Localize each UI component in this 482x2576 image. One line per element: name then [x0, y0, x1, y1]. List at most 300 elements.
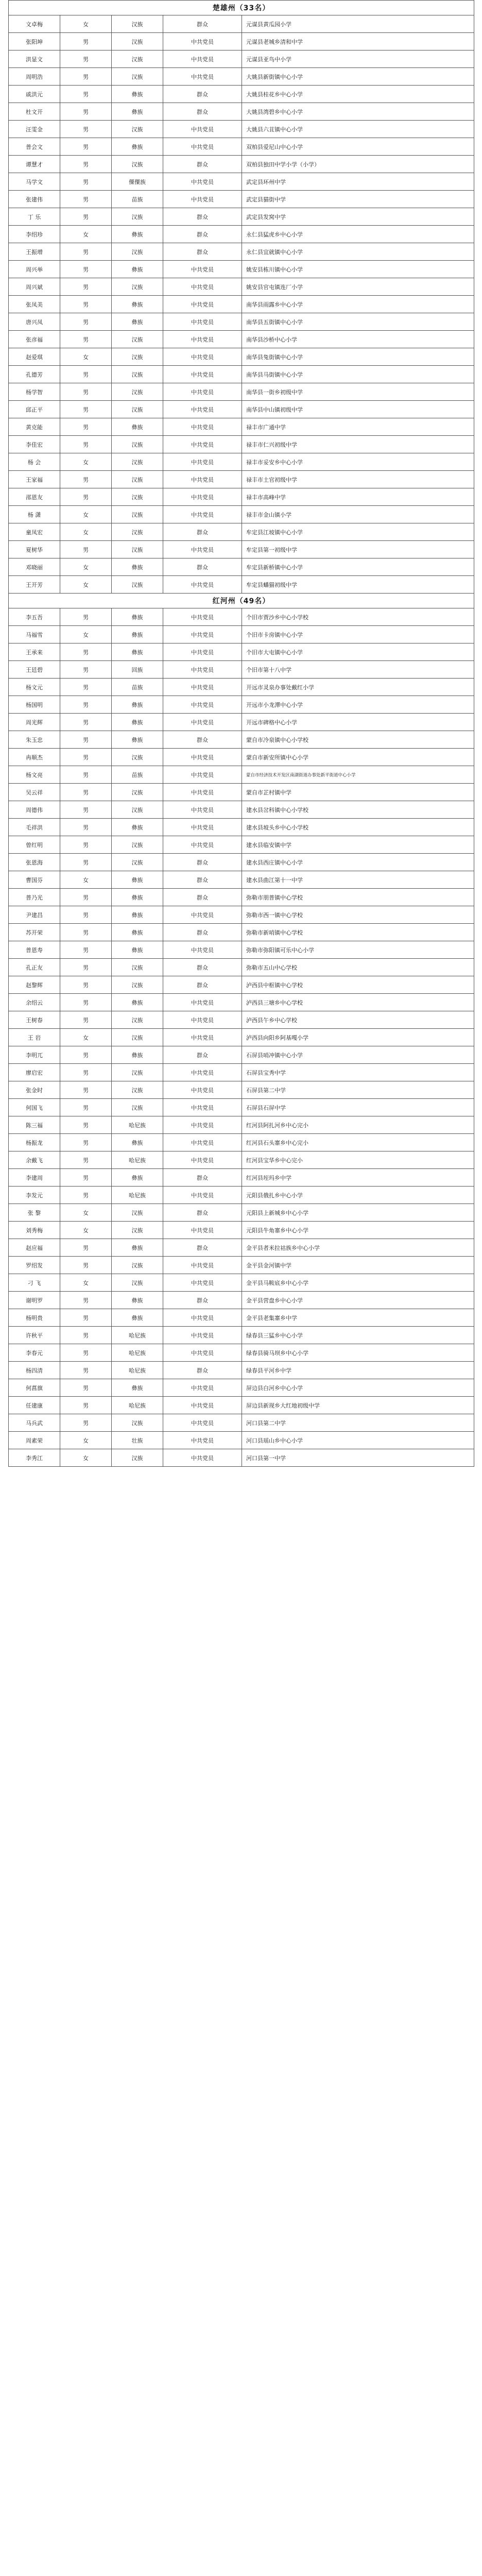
ethnicity-cell: 汉族 [112, 1064, 163, 1081]
ethnicity-cell: 汉族 [112, 576, 163, 594]
teacher-name-cell: 杨 会 [9, 453, 60, 471]
section-header [9, 594, 474, 608]
table-row [9, 488, 474, 506]
ethnicity-cell: 汉族 [112, 1081, 163, 1099]
teacher-name-cell: 杨国明 [9, 696, 60, 714]
ethnicity-cell: 汉族 [112, 488, 163, 506]
political-status-cell: 中共党员 [163, 68, 242, 86]
political-status-cell: 群众 [163, 1204, 242, 1222]
political-status-cell: 群众 [163, 871, 242, 889]
teacher-name-cell: 王树春 [9, 1011, 60, 1029]
political-status-cell: 中共党员 [163, 506, 242, 523]
table-row [9, 889, 474, 906]
gender-cell: 女 [60, 523, 112, 541]
table-row [9, 749, 474, 766]
teacher-name-cell: 周德伟 [9, 801, 60, 819]
school-cell: 弥勒市新哨镇中心学校 [242, 924, 474, 941]
school-cell: 大姚县桂花乡中心小学 [242, 86, 474, 103]
political-status-cell: 中共党员 [163, 1327, 242, 1344]
gender-cell: 男 [60, 50, 112, 68]
political-status-cell: 群众 [163, 924, 242, 941]
table-row [9, 541, 474, 558]
ethnicity-cell: 哈尼族 [112, 1327, 163, 1344]
teacher-name-cell: 王开芳 [9, 576, 60, 594]
ethnicity-cell: 汉族 [112, 801, 163, 819]
table-row [9, 471, 474, 488]
teacher-name-cell: 余绍云 [9, 994, 60, 1011]
gender-cell: 男 [60, 1064, 112, 1081]
teacher-name-cell: 周素荣 [9, 1432, 60, 1449]
school-cell: 双柏县独田中学小学（小学） [242, 156, 474, 173]
gender-cell: 男 [60, 994, 112, 1011]
section-header [9, 1, 474, 15]
school-cell: 开远市碑格中心小学 [242, 714, 474, 731]
school-cell: 金平县者米拉祜族乡中心小学 [242, 1239, 474, 1257]
ethnicity-cell: 汉族 [112, 959, 163, 976]
table-row [9, 1239, 474, 1257]
ethnicity-cell: 彝族 [112, 1292, 163, 1309]
school-cell: 南华县中山镇初级中学 [242, 401, 474, 418]
ethnicity-cell: 汉族 [112, 50, 163, 68]
teacher-name-cell: 李五吾 [9, 608, 60, 626]
gender-cell: 女 [60, 1204, 112, 1222]
political-status-cell: 群众 [163, 156, 242, 173]
school-cell: 红河县垤玛乡中学 [242, 1169, 474, 1187]
teacher-name-cell: 李佳宏 [9, 436, 60, 453]
ethnicity-cell: 彝族 [112, 103, 163, 121]
teacher-name-cell: 任建康 [9, 1397, 60, 1414]
teacher-name-cell: 赵黎辉 [9, 976, 60, 994]
school-cell: 弥勒市弥阳镇可乐中心小学 [242, 941, 474, 959]
table-row [9, 348, 474, 366]
political-status-cell: 中共党员 [163, 1414, 242, 1432]
table-row [9, 1081, 474, 1099]
gender-cell: 男 [60, 1169, 112, 1187]
table-row [9, 296, 474, 313]
ethnicity-cell: 壮族 [112, 1432, 163, 1449]
table-row [9, 366, 474, 383]
gender-cell: 男 [60, 1239, 112, 1257]
table-row [9, 1134, 474, 1151]
gender-cell: 男 [60, 68, 112, 86]
teacher-name-cell: 张阳坤 [9, 33, 60, 50]
political-status-cell: 中共党员 [163, 1134, 242, 1151]
school-cell: 元阳县牛角寨乡中心小学 [242, 1222, 474, 1239]
political-status-cell: 中共党员 [163, 1116, 242, 1134]
gender-cell: 男 [60, 749, 112, 766]
gender-cell: 男 [60, 731, 112, 749]
school-cell: 禄丰市高峰中学 [242, 488, 474, 506]
ethnicity-cell: 汉族 [112, 121, 163, 138]
gender-cell: 女 [60, 348, 112, 366]
teacher-name-cell: 杨文元 [9, 679, 60, 696]
ethnicity-cell: 汉族 [112, 976, 163, 994]
political-status-cell: 中共党员 [163, 819, 242, 836]
table-row [9, 68, 474, 86]
ethnicity-cell: 彝族 [112, 418, 163, 436]
table-row [9, 1204, 474, 1222]
political-status-cell: 群众 [163, 243, 242, 261]
gender-cell: 男 [60, 1046, 112, 1064]
gender-cell: 男 [60, 401, 112, 418]
school-cell: 南华县一街乡初级中学 [242, 383, 474, 401]
teacher-name-cell: 普乃光 [9, 889, 60, 906]
teacher-name-cell: 周兴斌 [9, 278, 60, 296]
gender-cell: 男 [60, 889, 112, 906]
table-row [9, 243, 474, 261]
table-row [9, 679, 474, 696]
school-cell: 金平县老集寨乡中学 [242, 1309, 474, 1327]
table-row [9, 1011, 474, 1029]
school-cell: 建水县坡头乡中心小学校 [242, 819, 474, 836]
table-row [9, 854, 474, 871]
school-cell: 禄丰市金山镇小学 [242, 506, 474, 523]
school-cell: 元阳县上新城乡中心小学 [242, 1204, 474, 1222]
political-status-cell: 中共党员 [163, 366, 242, 383]
school-cell: 红河县石头寨乡中心完小 [242, 1134, 474, 1151]
gender-cell: 男 [60, 1134, 112, 1151]
political-status-cell: 中共党员 [163, 453, 242, 471]
ethnicity-cell: 汉族 [112, 1274, 163, 1292]
ethnicity-cell: 苗族 [112, 191, 163, 208]
ethnicity-cell: 彝族 [112, 1169, 163, 1187]
teacher-name-cell: 李明兀 [9, 1046, 60, 1064]
table-row [9, 941, 474, 959]
ethnicity-cell: 汉族 [112, 1222, 163, 1239]
school-cell: 永仁县宜就镇中心小学 [242, 243, 474, 261]
table-row [9, 383, 474, 401]
school-cell: 红河县阿扎河乡中心完小 [242, 1116, 474, 1134]
school-cell: 牟定县新桥镇中心小学 [242, 558, 474, 576]
political-status-cell: 中共党员 [163, 1151, 242, 1169]
ethnicity-cell: 彝族 [112, 696, 163, 714]
political-status-cell: 中共党员 [163, 1081, 242, 1099]
political-status-cell: 群众 [163, 523, 242, 541]
school-cell: 金平县营盘乡中心小学 [242, 1292, 474, 1309]
teacher-name-cell: 张金时 [9, 1081, 60, 1099]
gender-cell: 男 [60, 138, 112, 156]
teacher-name-cell: 唐兴凤 [9, 313, 60, 331]
gender-cell: 女 [60, 871, 112, 889]
school-cell: 个旧市第十八中学 [242, 661, 474, 679]
gender-cell: 男 [60, 121, 112, 138]
teacher-name-cell: 余戴飞 [9, 1151, 60, 1169]
table-row [9, 436, 474, 453]
table-row [9, 994, 474, 1011]
gender-cell: 男 [60, 801, 112, 819]
gender-cell: 男 [60, 819, 112, 836]
teacher-name-cell: 张建伟 [9, 191, 60, 208]
ethnicity-cell: 汉族 [112, 348, 163, 366]
teacher-name-cell: 普会文 [9, 138, 60, 156]
gender-cell: 男 [60, 1099, 112, 1116]
gender-cell: 男 [60, 208, 112, 226]
table-row [9, 801, 474, 819]
ethnicity-cell: 汉族 [112, 1257, 163, 1274]
political-status-cell: 中共党员 [163, 50, 242, 68]
teacher-name-cell: 邵恩友 [9, 488, 60, 506]
political-status-cell: 中共党员 [163, 33, 242, 50]
political-status-cell: 中共党员 [163, 1099, 242, 1116]
ethnicity-cell: 汉族 [112, 749, 163, 766]
gender-cell: 女 [60, 576, 112, 594]
teacher-name-cell: 王振增 [9, 243, 60, 261]
gender-cell: 男 [60, 1327, 112, 1344]
table-row [9, 731, 474, 749]
school-cell: 开远市小龙潭中心小学 [242, 696, 474, 714]
table-row [9, 836, 474, 854]
gender-cell: 男 [60, 924, 112, 941]
school-cell: 绿春县骑马坝乡中心小学 [242, 1344, 474, 1362]
gender-cell: 男 [60, 714, 112, 731]
teacher-name-cell: 邱正平 [9, 401, 60, 418]
teacher-name-cell: 黄克能 [9, 418, 60, 436]
school-cell: 石屏县宝秀中学 [242, 1064, 474, 1081]
political-status-cell: 群众 [163, 1046, 242, 1064]
table-row [9, 1309, 474, 1327]
ethnicity-cell: 彝族 [112, 819, 163, 836]
school-cell: 禄丰市土官初级中学 [242, 471, 474, 488]
school-cell: 开远市灵泉办事处戴红小学 [242, 679, 474, 696]
ethnicity-cell: 汉族 [112, 1099, 163, 1116]
table-row [9, 506, 474, 523]
ethnicity-cell: 彝族 [112, 731, 163, 749]
ethnicity-cell: 彝族 [112, 138, 163, 156]
teacher-name-cell: 杨振龙 [9, 1134, 60, 1151]
table-row [9, 1292, 474, 1309]
gender-cell: 男 [60, 906, 112, 924]
school-cell: 个旧市大屯镇中心小学 [242, 643, 474, 661]
political-status-cell: 群众 [163, 1239, 242, 1257]
gender-cell: 男 [60, 103, 112, 121]
gender-cell: 女 [60, 1029, 112, 1046]
political-status-cell: 中共党员 [163, 261, 242, 278]
school-cell: 绿春县平河乡中学 [242, 1362, 474, 1379]
school-cell: 泸西县中枢镇中心学校 [242, 976, 474, 994]
teacher-name-cell: 李春元 [9, 1344, 60, 1362]
political-status-cell: 中共党员 [163, 296, 242, 313]
teacher-name-cell: 王 岩 [9, 1029, 60, 1046]
ethnicity-cell: 汉族 [112, 1029, 163, 1046]
teacher-name-cell: 曾红明 [9, 836, 60, 854]
school-cell: 南华县马街镇中心小学 [242, 366, 474, 383]
political-status-cell: 中共党员 [163, 714, 242, 731]
school-cell: 禄丰市仁兴初级中学 [242, 436, 474, 453]
school-cell: 建水县临安镇中学 [242, 836, 474, 854]
teacher-name-cell: 杨明贵 [9, 1309, 60, 1327]
teacher-name-cell: 周兴举 [9, 261, 60, 278]
teacher-name-cell: 苏开荣 [9, 924, 60, 941]
table-row [9, 576, 474, 594]
teacher-name-cell: 普恩寿 [9, 941, 60, 959]
table-row [9, 418, 474, 436]
teacher-name-cell: 赵应福 [9, 1239, 60, 1257]
political-status-cell: 群众 [163, 1169, 242, 1187]
teacher-name-cell: 马福雪 [9, 626, 60, 643]
teacher-name-cell: 张 黎 [9, 1204, 60, 1222]
table-row [9, 714, 474, 731]
gender-cell: 男 [60, 243, 112, 261]
teacher-name-cell: 杨文亮 [9, 766, 60, 784]
gender-cell: 男 [60, 156, 112, 173]
ethnicity-cell: 苗族 [112, 766, 163, 784]
gender-cell: 男 [60, 191, 112, 208]
political-status-cell: 中共党员 [163, 608, 242, 626]
ethnicity-cell: 彝族 [112, 871, 163, 889]
table-row [9, 1046, 474, 1064]
table-row [9, 121, 474, 138]
political-status-cell: 中共党员 [163, 576, 242, 594]
school-cell: 武定县环州中学 [242, 173, 474, 191]
school-cell: 大姚县湾碧乡中心小学 [242, 103, 474, 121]
gender-cell: 男 [60, 86, 112, 103]
political-status-cell: 中共党员 [163, 766, 242, 784]
table-row [9, 1029, 474, 1046]
gender-cell: 男 [60, 696, 112, 714]
teacher-name-cell: 李发元 [9, 1187, 60, 1204]
ethnicity-cell: 汉族 [112, 243, 163, 261]
ethnicity-cell: 彝族 [112, 889, 163, 906]
gender-cell: 男 [60, 488, 112, 506]
political-status-cell: 中共党员 [163, 994, 242, 1011]
teacher-name-cell: 周光辉 [9, 714, 60, 731]
ethnicity-cell: 汉族 [112, 1449, 163, 1467]
ethnicity-cell: 彝族 [112, 626, 163, 643]
political-status-cell: 中共党员 [163, 121, 242, 138]
table-row [9, 15, 474, 33]
political-status-cell: 中共党员 [163, 436, 242, 453]
political-status-cell: 中共党员 [163, 278, 242, 296]
school-cell: 牟定县蟠猫初级中学 [242, 576, 474, 594]
ethnicity-cell: 彝族 [112, 1379, 163, 1397]
school-cell: 大姚县新街镇中心小学 [242, 68, 474, 86]
gender-cell: 男 [60, 1362, 112, 1379]
gender-cell: 男 [60, 383, 112, 401]
teacher-name-cell: 夏树华 [9, 541, 60, 558]
gender-cell: 男 [60, 261, 112, 278]
political-status-cell: 群众 [163, 208, 242, 226]
political-status-cell: 中共党员 [163, 679, 242, 696]
school-cell: 石屏县第二中学 [242, 1081, 474, 1099]
gender-cell: 男 [60, 679, 112, 696]
teacher-name-cell: 汪雯金 [9, 121, 60, 138]
table-row [9, 156, 474, 173]
teacher-name-cell: 谢明罗 [9, 1292, 60, 1309]
table-row [9, 784, 474, 801]
political-status-cell: 中共党员 [163, 941, 242, 959]
ethnicity-cell: 彝族 [112, 558, 163, 576]
teacher-name-cell: 张凤美 [9, 296, 60, 313]
school-cell: 泸西县三塘乡中心学校 [242, 994, 474, 1011]
teacher-name-cell: 谭慧才 [9, 156, 60, 173]
teacher-name-cell: 丁 乐 [9, 208, 60, 226]
political-status-cell: 中共党员 [163, 1222, 242, 1239]
gender-cell: 男 [60, 278, 112, 296]
ethnicity-cell: 汉族 [112, 436, 163, 453]
school-cell: 屏边县新现乡大红地初级中学 [242, 1397, 474, 1414]
teacher-name-cell: 文卓梅 [9, 15, 60, 33]
school-cell: 个旧市贾沙乡中心小学校 [242, 608, 474, 626]
school-cell: 建水县岔科镇中心小学校 [242, 801, 474, 819]
school-cell: 大姚县六苴镇中心小学 [242, 121, 474, 138]
teacher-name-cell: 李绍珍 [9, 226, 60, 243]
ethnicity-cell: 彝族 [112, 1134, 163, 1151]
gender-cell: 男 [60, 1257, 112, 1274]
gender-cell: 男 [60, 418, 112, 436]
teacher-name-cell: 何菖旗 [9, 1379, 60, 1397]
gender-cell: 男 [60, 959, 112, 976]
gender-cell: 女 [60, 453, 112, 471]
teacher-name-cell: 许秋平 [9, 1327, 60, 1344]
gender-cell: 女 [60, 626, 112, 643]
political-status-cell: 群众 [163, 86, 242, 103]
school-cell: 红河县宝华乡中心完小 [242, 1151, 474, 1169]
school-cell: 双柏县爱尼山中心小学 [242, 138, 474, 156]
gender-cell: 女 [60, 1449, 112, 1467]
political-status-cell: 中共党员 [163, 138, 242, 156]
school-cell: 弥勒市西一镇中心学校 [242, 906, 474, 924]
school-cell: 金平县马鞍底乡中心小学 [242, 1274, 474, 1292]
ethnicity-cell: 汉族 [112, 278, 163, 296]
political-status-cell: 群众 [163, 731, 242, 749]
gender-cell: 女 [60, 558, 112, 576]
teacher-name-cell: 童凤宏 [9, 523, 60, 541]
school-cell: 南华县五街镇中心小学 [242, 313, 474, 331]
section-title: 红河州（49名） [9, 594, 474, 608]
school-cell: 元阳县俄扎乡中心小学 [242, 1187, 474, 1204]
political-status-cell: 中共党员 [163, 1397, 242, 1414]
political-status-cell: 中共党员 [163, 488, 242, 506]
school-cell: 永仁县猛虎乡中心小学 [242, 226, 474, 243]
gender-cell: 女 [60, 1432, 112, 1449]
teacher-roster-table [8, 0, 474, 1467]
table-row [9, 1257, 474, 1274]
school-cell: 河口县第二中学 [242, 1414, 474, 1432]
ethnicity-cell: 汉族 [112, 156, 163, 173]
ethnicity-cell: 汉族 [112, 68, 163, 86]
ethnicity-cell: 汉族 [112, 1011, 163, 1029]
ethnicity-cell: 彝族 [112, 714, 163, 731]
teacher-name-cell: 赵爱琪 [9, 348, 60, 366]
teacher-name-cell: 尹建昌 [9, 906, 60, 924]
teacher-name-cell: 马兵武 [9, 1414, 60, 1432]
table-row [9, 924, 474, 941]
table-row [9, 226, 474, 243]
table-row [9, 1099, 474, 1116]
political-status-cell: 群众 [163, 226, 242, 243]
table-row [9, 1222, 474, 1239]
teacher-name-cell: 张彦福 [9, 331, 60, 348]
gender-cell: 男 [60, 1116, 112, 1134]
political-status-cell: 中共党员 [163, 1187, 242, 1204]
school-cell: 蒙自市冷泉镇中心小学校 [242, 731, 474, 749]
table-row [9, 453, 474, 471]
teacher-name-cell: 周明浩 [9, 68, 60, 86]
gender-cell: 男 [60, 854, 112, 871]
political-status-cell: 群众 [163, 976, 242, 994]
table-row [9, 1064, 474, 1081]
ethnicity-cell: 哈尼族 [112, 1116, 163, 1134]
teacher-name-cell: 冉顺杰 [9, 749, 60, 766]
gender-cell: 男 [60, 33, 112, 50]
table-row [9, 33, 474, 50]
school-cell: 建水县西庄镇中心小学 [242, 854, 474, 871]
political-status-cell: 中共党员 [163, 626, 242, 643]
gender-cell: 男 [60, 296, 112, 313]
school-cell: 蒙自市新安所镇中心小学 [242, 749, 474, 766]
table-row [9, 1414, 474, 1432]
table-row [9, 976, 474, 994]
